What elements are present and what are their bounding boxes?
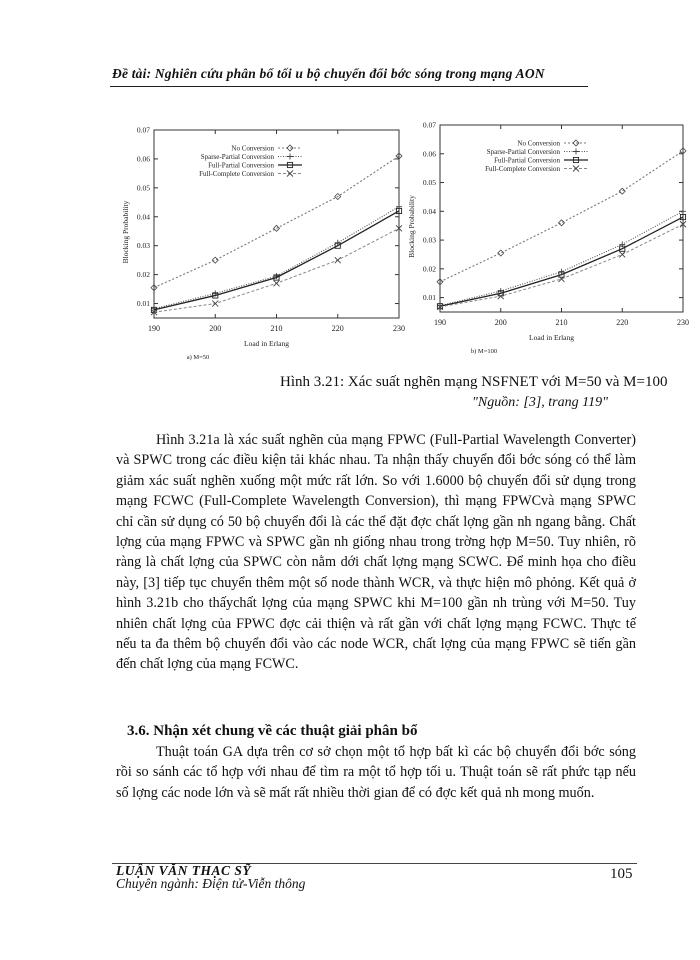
y-tick-label: 0.06 xyxy=(422,149,436,159)
footer-thesis: LUẬN VĂN THẠC SỸ xyxy=(116,863,252,878)
legend-marker xyxy=(573,166,579,172)
data-point xyxy=(274,280,280,286)
y-tick-label: 0.01 xyxy=(422,293,436,303)
y-axis-label: Blocking Probability xyxy=(121,200,130,264)
page-header: Đề tài: Nghiên cứu phân bổ tối u bộ chuyển đổi bớc sóng trong mạng AON xyxy=(112,66,545,81)
figure-caption: Hình 3.21: Xác suất nghẽn mạng NSFNET với M=50 và M=100 xyxy=(280,374,668,390)
y-tick-label: 0.03 xyxy=(422,235,436,245)
data-point xyxy=(212,301,218,307)
legend-label: Sparse-Partial Conversion xyxy=(200,153,274,161)
x-tick-label: 220 xyxy=(616,318,629,327)
paragraph-2: Thuật toán GA dựa trên cơ sở chọn một tổ hợp bất kì các bộ chuyển đổi bớc sóng rồi so sánh các tổ hợp với nhau để tìm ra một tổ hợp tối u. Thuật toán sẽ rất phức tạp nếu số lợng các node lớn và sẽ mất rất nhiều thời gian để có đợc kết quả nh mong muốn. xyxy=(116,744,636,801)
x-tick-label: 200 xyxy=(494,318,507,327)
y-tick-label: 0.04 xyxy=(422,206,436,216)
data-point xyxy=(680,208,686,214)
legend-label: Sparse-Partial Conversion xyxy=(486,148,560,156)
y-tick-label: 0.02 xyxy=(422,264,436,274)
series-line xyxy=(440,151,683,282)
data-point xyxy=(498,250,504,256)
y-tick-label: 0.07 xyxy=(136,125,150,135)
y-tick-label: 0.07 xyxy=(422,120,436,130)
data-point xyxy=(212,257,218,263)
legend-label: Full-Partial Conversion xyxy=(208,161,274,170)
x-tick-label: 210 xyxy=(555,318,568,327)
page-number: 105 xyxy=(610,866,633,882)
chart-b xyxy=(400,117,700,365)
y-tick-label: 0.03 xyxy=(136,241,150,251)
y-tick-label: 0.01 xyxy=(136,299,150,309)
legend-marker xyxy=(287,171,293,177)
footer-major: Chuyên ngành: Điện tử-Viễn thông xyxy=(116,876,306,891)
chart-subtitle: b) M=100 xyxy=(470,348,498,355)
legend-label: Full-Partial Conversion xyxy=(494,156,560,165)
y-tick-label: 0.05 xyxy=(422,178,436,188)
chart-a-svg xyxy=(112,120,412,365)
y-tick-label: 0.04 xyxy=(136,212,150,222)
footer-left xyxy=(116,864,305,890)
section-heading: 3.6. Nhận xét chung về các thuật giải phân bổ xyxy=(127,723,418,739)
legend-marker xyxy=(573,149,579,155)
x-tick-label: 230 xyxy=(393,324,405,333)
legend-label: No Conversion xyxy=(517,139,560,148)
chart-subtitle: a) M=50 xyxy=(186,354,210,361)
chart-b-svg xyxy=(400,117,700,365)
plot-frame xyxy=(154,130,399,318)
figure-source: "Nguồn: [3], trang 119" xyxy=(472,395,608,410)
x-tick-label: 230 xyxy=(677,318,689,327)
data-point xyxy=(559,220,565,226)
data-point xyxy=(619,251,625,257)
series-line xyxy=(440,217,683,306)
legend-marker xyxy=(287,154,293,160)
y-axis-label: Blocking Probability xyxy=(407,195,416,258)
x-tick-label: 190 xyxy=(434,318,446,327)
legend-label: Full-Complete Conversion xyxy=(199,170,274,178)
data-point xyxy=(619,188,625,194)
x-tick-label: 200 xyxy=(209,324,222,333)
plot-frame xyxy=(440,125,683,312)
legend-label: Full-Complete Conversion xyxy=(485,165,560,173)
paragraph-1: Hình 3.21a là xác suất nghẽn của mạng FPWC (Full-Partial Wavelength Converter) và SPWC trong các điều kiện tải khác nhau. Ta nhận thấy chuyển đổi bớc sóng có thể làm giảm xác suất nghẽn xuống một mức rất lớn. So với 1.6000 bộ chuyển đổi sử dụng trong mạng FCWC (Full-Complete Wavelength Conversion), thì mạng FPWCvà mạng SPWC chỉ cần sử dụng có 50 bộ chuyển đổi là các thể đặt đợc chất lợng gần nh ngang bằng. Chất lợng của mạng FPWC và SPWC gần nh giống nhau trong trờng hợp M=50. Tuy nhiên, rõ ràng là chất lợng của SPWC còn nằm dới chất lợng mạng SCWC. Để minh họa cho điều này, [3] tiếp tục chuyển thêm một số node thành WCR, và thực hiện mô phỏng. Kết quả ở hình 3.21b cho thấychất lợng của mạng SPWC khi M=100 gần nh trùng với M=50. Tuy nhiên chất lợng của FPWC đợc cải thiện và rất gần với chất lợng mạng FCWC. Thực tế nếu ta đa thêm bộ chuyển đổi vào các node WCR, chất lợng của mạng FPWC sẽ tiến gần đến chất lợng của mạng FCWC. xyxy=(116,432,636,673)
data-point xyxy=(335,257,341,263)
series-line xyxy=(154,156,399,288)
series-line xyxy=(154,207,399,309)
x-tick-label: 210 xyxy=(270,324,283,333)
x-tick-label: 190 xyxy=(148,324,160,333)
x-axis-label: Load in Erlang xyxy=(244,339,289,348)
x-axis-label: Load in Erlang xyxy=(529,333,574,342)
x-tick-label: 220 xyxy=(331,324,344,333)
chart-a xyxy=(112,120,412,365)
header-rule xyxy=(110,86,588,87)
legend-label: No Conversion xyxy=(231,144,274,153)
y-tick-label: 0.05 xyxy=(136,183,150,193)
y-tick-label: 0.06 xyxy=(136,154,150,164)
y-tick-label: 0.02 xyxy=(136,270,150,280)
